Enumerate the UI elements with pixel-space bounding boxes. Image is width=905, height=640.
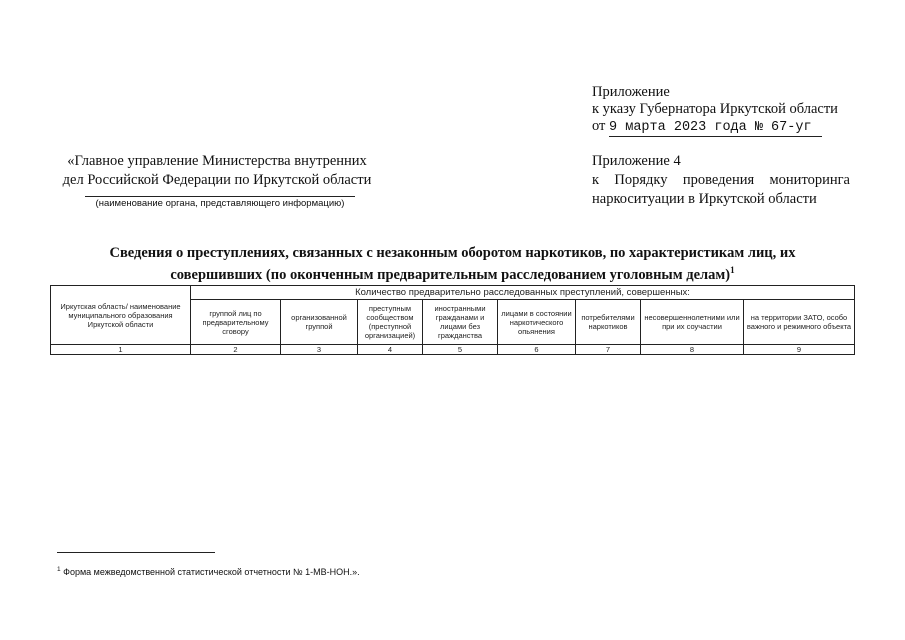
title-line1: Сведения о преступлениях, связанных с незаконным оборотом наркотиков, по характеристикам лиц, их [109, 245, 796, 261]
title-line2-wrap [60, 262, 845, 284]
organization-underline [85, 196, 355, 197]
annex4-title: Приложение 4 [592, 153, 681, 169]
document-title [60, 245, 845, 284]
organization-caption: (наименование органа, представляющего информацию) [95, 198, 345, 209]
col-number: 7 [576, 345, 641, 355]
col-number: 2 [191, 345, 281, 355]
footnote [57, 566, 360, 577]
col-number: 5 [423, 345, 498, 355]
title-footnote-mark: 1 [730, 265, 735, 275]
appendix-date-line [592, 118, 838, 137]
footnote-mark: 1 [57, 566, 61, 573]
appendix-decree-ref: к указу Губернатора Иркутской области [592, 101, 838, 117]
col-header-foreigners: иностранными гражданами и лицами без гражданства [423, 300, 498, 345]
col-header-drug-users: потребителями наркотиков [576, 300, 641, 345]
col-number: 1 [51, 345, 191, 355]
appendix-date-value: 9 марта 2023 года № 67-уг [609, 119, 822, 137]
col-header-criminal-community: преступным сообществом (преступной организацией) [358, 300, 423, 345]
col-header-zato: на территории ЗАТО, особо важного и режимного объекта [744, 300, 855, 345]
table-header-region: Иркутская область/ наименование муниципального образования Иркутской области [51, 286, 191, 345]
table-number-row [51, 345, 855, 355]
footnote-text: Форма межведомственной статистической отчетности № 1-МВ-НОН.». [63, 567, 360, 577]
appendix-title: Приложение [592, 84, 670, 100]
title-line2: совершивших (по оконченным предварительным расследованием уголовным делам) [170, 266, 731, 283]
footnote-separator [57, 552, 215, 553]
organization-line1: «Главное управление Министерства внутренних [67, 153, 367, 169]
col-number: 3 [281, 345, 358, 355]
col-header-minors: несовершеннолетними или при их соучастии [641, 300, 744, 345]
organization-name [52, 152, 382, 190]
annex4-block [592, 152, 850, 209]
table-group-header: Количество предварительно расследованных преступлений, совершенных: [191, 286, 855, 300]
appendix-date-prefix: от [592, 118, 606, 134]
col-number: 9 [744, 345, 855, 355]
annex4-line3: наркоситуации в Иркутской области [592, 191, 817, 207]
col-number: 4 [358, 345, 423, 355]
col-header-group-conspiracy: группой лиц по предварительному сговору [191, 300, 281, 345]
appendix-block [592, 84, 838, 137]
organization-line2: дел Российской Федерации по Иркутской области [62, 172, 372, 188]
col-number: 8 [641, 345, 744, 355]
col-header-intoxicated: лицами в состоянии наркотического опьянения [498, 300, 576, 345]
col-number: 6 [498, 345, 576, 355]
report-table [50, 285, 855, 355]
col-header-organized-group: организованной группой [281, 300, 358, 345]
annex4-line2: к Порядку проведения мониторинга [592, 172, 850, 188]
